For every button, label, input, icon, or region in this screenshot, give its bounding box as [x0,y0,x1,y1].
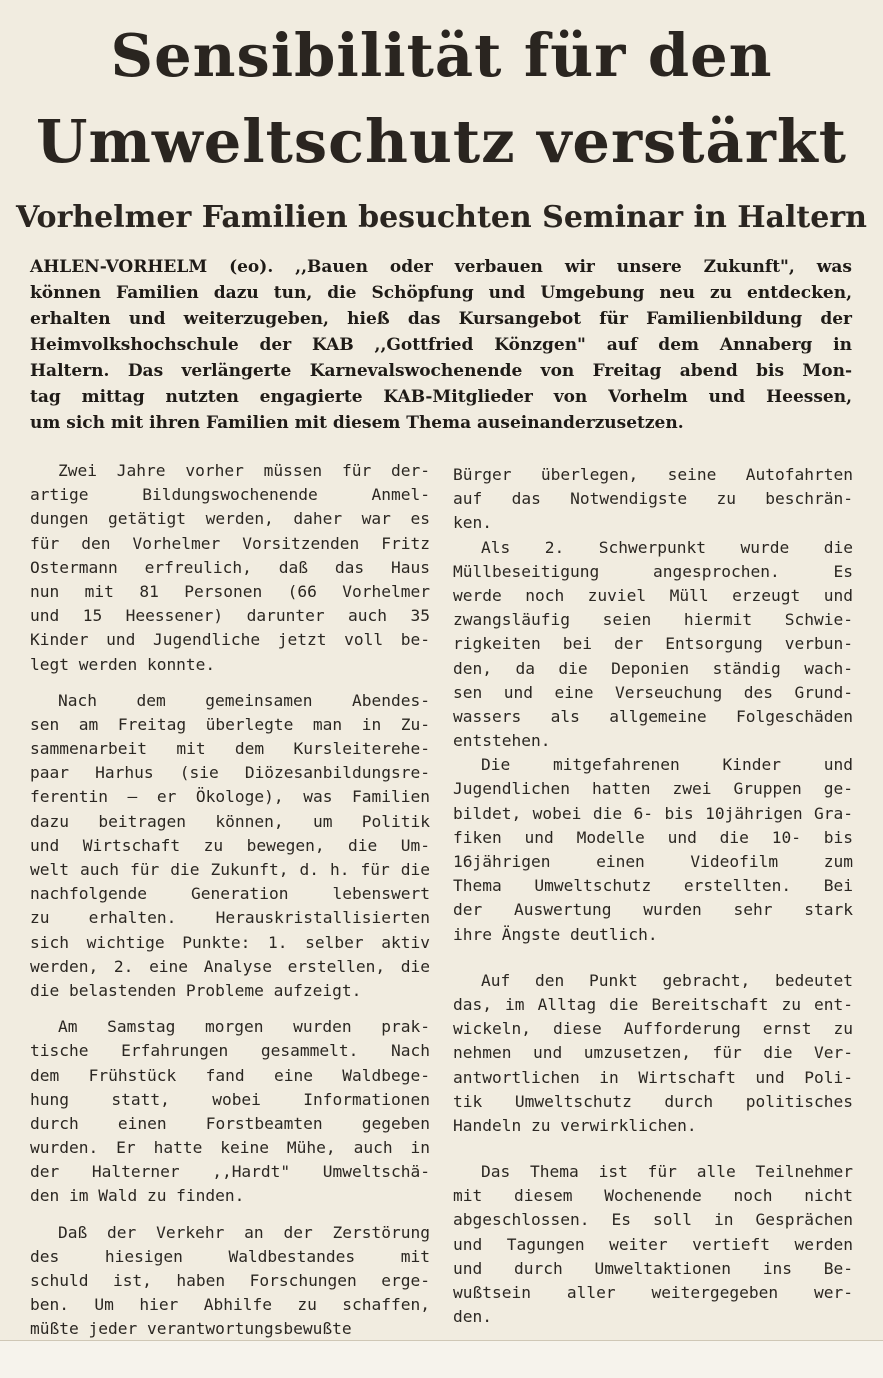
body-line: Kinder und Jugendliche jetzt voll be- [30,630,430,650]
body-line: Die mitgefahrenen Kinder und [481,755,853,775]
body-line: werde noch zuviel Müll erzeugt und [453,585,853,605]
body-line: sammenarbeit mit dem Kursleiterehe- [30,739,430,759]
body-line: sen am Freitag überlegte man in Zu- [30,714,430,734]
body-line: wußtsein aller weitergegeben wer- [453,1283,853,1302]
body-line: Thema Umweltschutz erstellten. Bei [453,876,853,896]
body-line: welt auch für die Zukunft, d. h. für die [30,860,430,879]
body-line: Handeln zu verwirklichen. [453,1115,697,1135]
body-line: auf das Notwendigste zu beschrän- [453,489,853,509]
body-line: ken. [453,513,492,533]
body-line: Das Thema ist für alle Teilnehmer [481,1162,853,1182]
body-line: wassers als allgemeine Folgeschäden [453,706,853,726]
body-line: des hiesigen Waldbestandes mit [30,1246,430,1266]
body-line: Als 2. Schwerpunkt wurde die [481,537,853,557]
body-line: nehmen und umzusetzen, für die Ver- [453,1043,853,1063]
body-line: und Tagungen weiter vertieft werden [453,1234,853,1254]
body-line: zu erhalten. Herauskristallisierten [30,908,430,928]
body-line: und 15 Heessener) darunter auch 35 [30,606,430,626]
lead-line: Haltern. Das verlängerte Karnevalswochenende von Freitag abend bis Mon- [30,361,852,381]
body-line: wickeln, diese Aufforderung ernst zu [453,1019,853,1039]
lead-paragraph [30,254,852,436]
body-line: Daß der Verkehr an der Zerstörung [58,1222,430,1242]
body-line: ihre Ängste deutlich. [453,924,658,944]
body-line: artige Bildungswochenende Anmel- [30,485,430,505]
body-line: ferentin — er Ökologe), was Familien [30,787,430,807]
body-line: Zwei Jahre vorher müssen für der- [58,461,430,480]
body-line: dungen getätigt werden, daher war es [30,509,430,529]
body-line: rigkeiten bei der Entsorgung verbun- [453,634,853,654]
lead-line: um sich mit ihren Familien mit diesem Thema auseinanderzusetzen. [30,413,684,433]
body-line: Auf den Punkt gebracht, bedeutet [481,970,853,990]
body-line: dem Frühstück fand eine Waldbege- [30,1065,430,1085]
headline-line-2: Umweltschutz verstärkt [36,107,847,176]
lead-line: können Familien dazu tun, die Schöpfung und Umgebung neu zu entdecken, [30,283,852,303]
subheadline: Vorhelmer Familien besuchten Seminar in Haltern [16,200,867,235]
body-line: den, da die Deponien ständig wach- [453,658,853,678]
body-line: und durch Umweltaktionen ins Be- [453,1258,853,1278]
body-line: der Auswertung wurden sehr stark [453,900,853,920]
body-line: Nach dem gemeinsamen Abendes- [58,690,430,710]
body-line: Am Samstag morgen wurden prak- [58,1017,430,1037]
body-line: die belastenden Probleme aufzeigt. [30,980,362,1000]
body-line: abgeschlossen. Es soll in Gesprächen [453,1210,853,1230]
body-line: für den Vorhelmer Vorsitzenden Fritz [30,533,430,553]
lead-line: AHLEN-VORHELM (eo). ,,Bauen oder verbauen wir unsere Zukunft", was [30,257,852,277]
body-line: tische Erfahrungen gesammelt. Nach [30,1041,430,1061]
body-line: den. [453,1307,492,1327]
body-line: wurden. Er hatte keine Mühe, auch in [30,1138,430,1158]
body-line: Bürger überlegen, seine Autofahrten [453,465,853,484]
body-line: das, im Alltag die Bereitschaft zu ent- [453,994,853,1014]
body-line: durch einen Forstbeamten gegeben [30,1113,430,1133]
lead-line: tag mittag nutzten engagierte KAB-Mitglieder von Vorhelm und Heessen, [30,387,852,407]
body-line: nachfolgende Generation lebenswert [30,884,430,904]
body-line: sen und eine Verseuchung des Grund- [453,682,853,702]
body-line: Jugendlichen hatten zwei Gruppen ge- [453,779,853,799]
body-line: fiken und Modelle und die 10- bis [453,827,853,847]
body-line: nun mit 81 Personen (66 Vorhelmer [30,581,430,601]
body-line: zwangsläufig seien hiermit Schwie- [453,610,853,630]
body-line: paar Harhus (sie Diözesanbildungsre- [30,763,430,783]
body-line: schuld ist, haben Forschungen erge- [30,1271,430,1290]
lead-line: erhalten und weiterzugeben, hieß das Kursangebot für Familienbildung der [30,309,852,329]
body-line: tik Umweltschutz durch politisches [453,1091,853,1111]
body-line: Ostermann erfreulich, daß das Haus [30,557,430,577]
body-line: sich wichtige Punkte: 1. selber aktiv [30,932,430,952]
body-line: ben. Um hier Abhilfe zu schaffen, [30,1295,430,1315]
body-line: 16jährigen einen Videofilm zum [453,852,853,871]
body-line: entstehen. [453,731,551,751]
body-line: werden, 2. eine Analyse erstellen, die [30,956,430,976]
body-line: antwortlichen in Wirtschaft und Poli- [453,1067,853,1087]
lead-line: Heimvolkshochschule der KAB ,,Gottfried Könzgen" auf dem Annaberg in [30,335,852,355]
body-line: bildet, wobei die 6- bis 10jährigen Gra- [453,803,853,823]
headline-line-1: Sensibilität für den [110,21,773,90]
body-line: und Wirtschaft zu bewegen, die Um- [30,835,430,855]
body-line: legt werden konnte. [30,654,216,674]
body-line: dazu beitragen können, um Politik [30,811,430,831]
left-column [30,459,430,1342]
right-column [453,463,853,1329]
body-line: den im Wald zu finden. [30,1186,245,1206]
body-line: müßte jeder verantwortungsbewußte [30,1319,352,1339]
body-line: der Halterner ,,Hardt" Umweltschä- [30,1162,430,1182]
body-line: Müllbeseitigung angesprochen. Es [453,561,853,581]
body-line: mit diesem Wochenende noch nicht [453,1186,853,1206]
body-line: hung statt, wobei Informationen [30,1089,430,1109]
